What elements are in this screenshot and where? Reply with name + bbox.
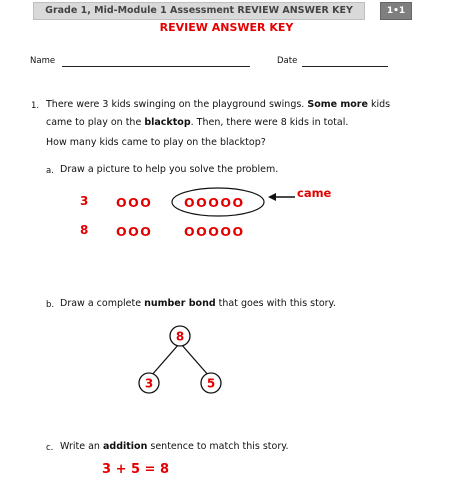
part-b-prompt-end: that goes with this story. [218,298,336,309]
date-field[interactable] [302,66,388,67]
part-c-prompt-end: sentence to match this story. [150,441,289,452]
circle-group-drawing [170,186,270,220]
question-line-2-end: . Then, there were 8 kids in total. [190,117,349,128]
number-bond-bold: number bond [144,298,216,309]
part-a-prompt: Draw a picture to help you solve the problem. [60,164,279,175]
part-b-label: b. [46,300,55,310]
row1-group2: OOOOO [184,195,245,210]
blacktop-bold: blacktop [144,117,191,128]
row2-number: 8 [80,223,89,237]
question-line-1-start: There were 3 kids swinging on the playground swings. [46,99,305,110]
row2-group2: OOOOO [184,224,245,239]
part-c-label: c. [46,443,54,453]
arrow-icon [268,191,296,203]
question-line-2 [46,114,446,132]
some-more-bold: Some more [307,99,368,110]
review-title: REVIEW ANSWER KEY [159,21,294,34]
page-header: Grade 1, Mid-Module 1 Assessment REVIEW ANSWER KEY [33,2,365,20]
number-bond-diagram [125,320,235,400]
part-b-prompt [60,295,336,313]
part-b-prompt-start: Draw a complete [60,298,142,309]
question-number: 1. [31,101,40,111]
question-line-2-start: came to play on the [46,117,142,128]
addition-sentence-answer: 3 + 5 = 8 [102,462,170,477]
bond-part1-value: 3 [144,376,154,391]
came-label: came [297,186,332,200]
question-text [46,96,446,152]
circle-group [172,188,264,216]
row2-group1: OOO [116,224,153,239]
part-c-prompt [60,438,289,456]
bond-whole-value: 8 [175,329,185,344]
part-a-label: a. [46,166,54,176]
date-label: Date [277,56,298,66]
question-line-1-end: kids [370,99,391,110]
question-line-1 [46,96,446,114]
grade-badge: 1•1 [380,2,412,20]
bond-line-right [181,344,209,376]
question-line-3: How many kids came to play on the blacktop? [46,137,266,148]
row1-group1: OOO [116,195,153,210]
name-field[interactable] [62,66,250,67]
row1-number: 3 [80,194,89,208]
addition-bold: addition [102,441,148,452]
part-c-prompt-start: Write an [60,441,100,452]
name-label: Name [30,56,56,66]
bond-line-left [151,344,179,376]
bond-part2-value: 5 [206,376,216,391]
